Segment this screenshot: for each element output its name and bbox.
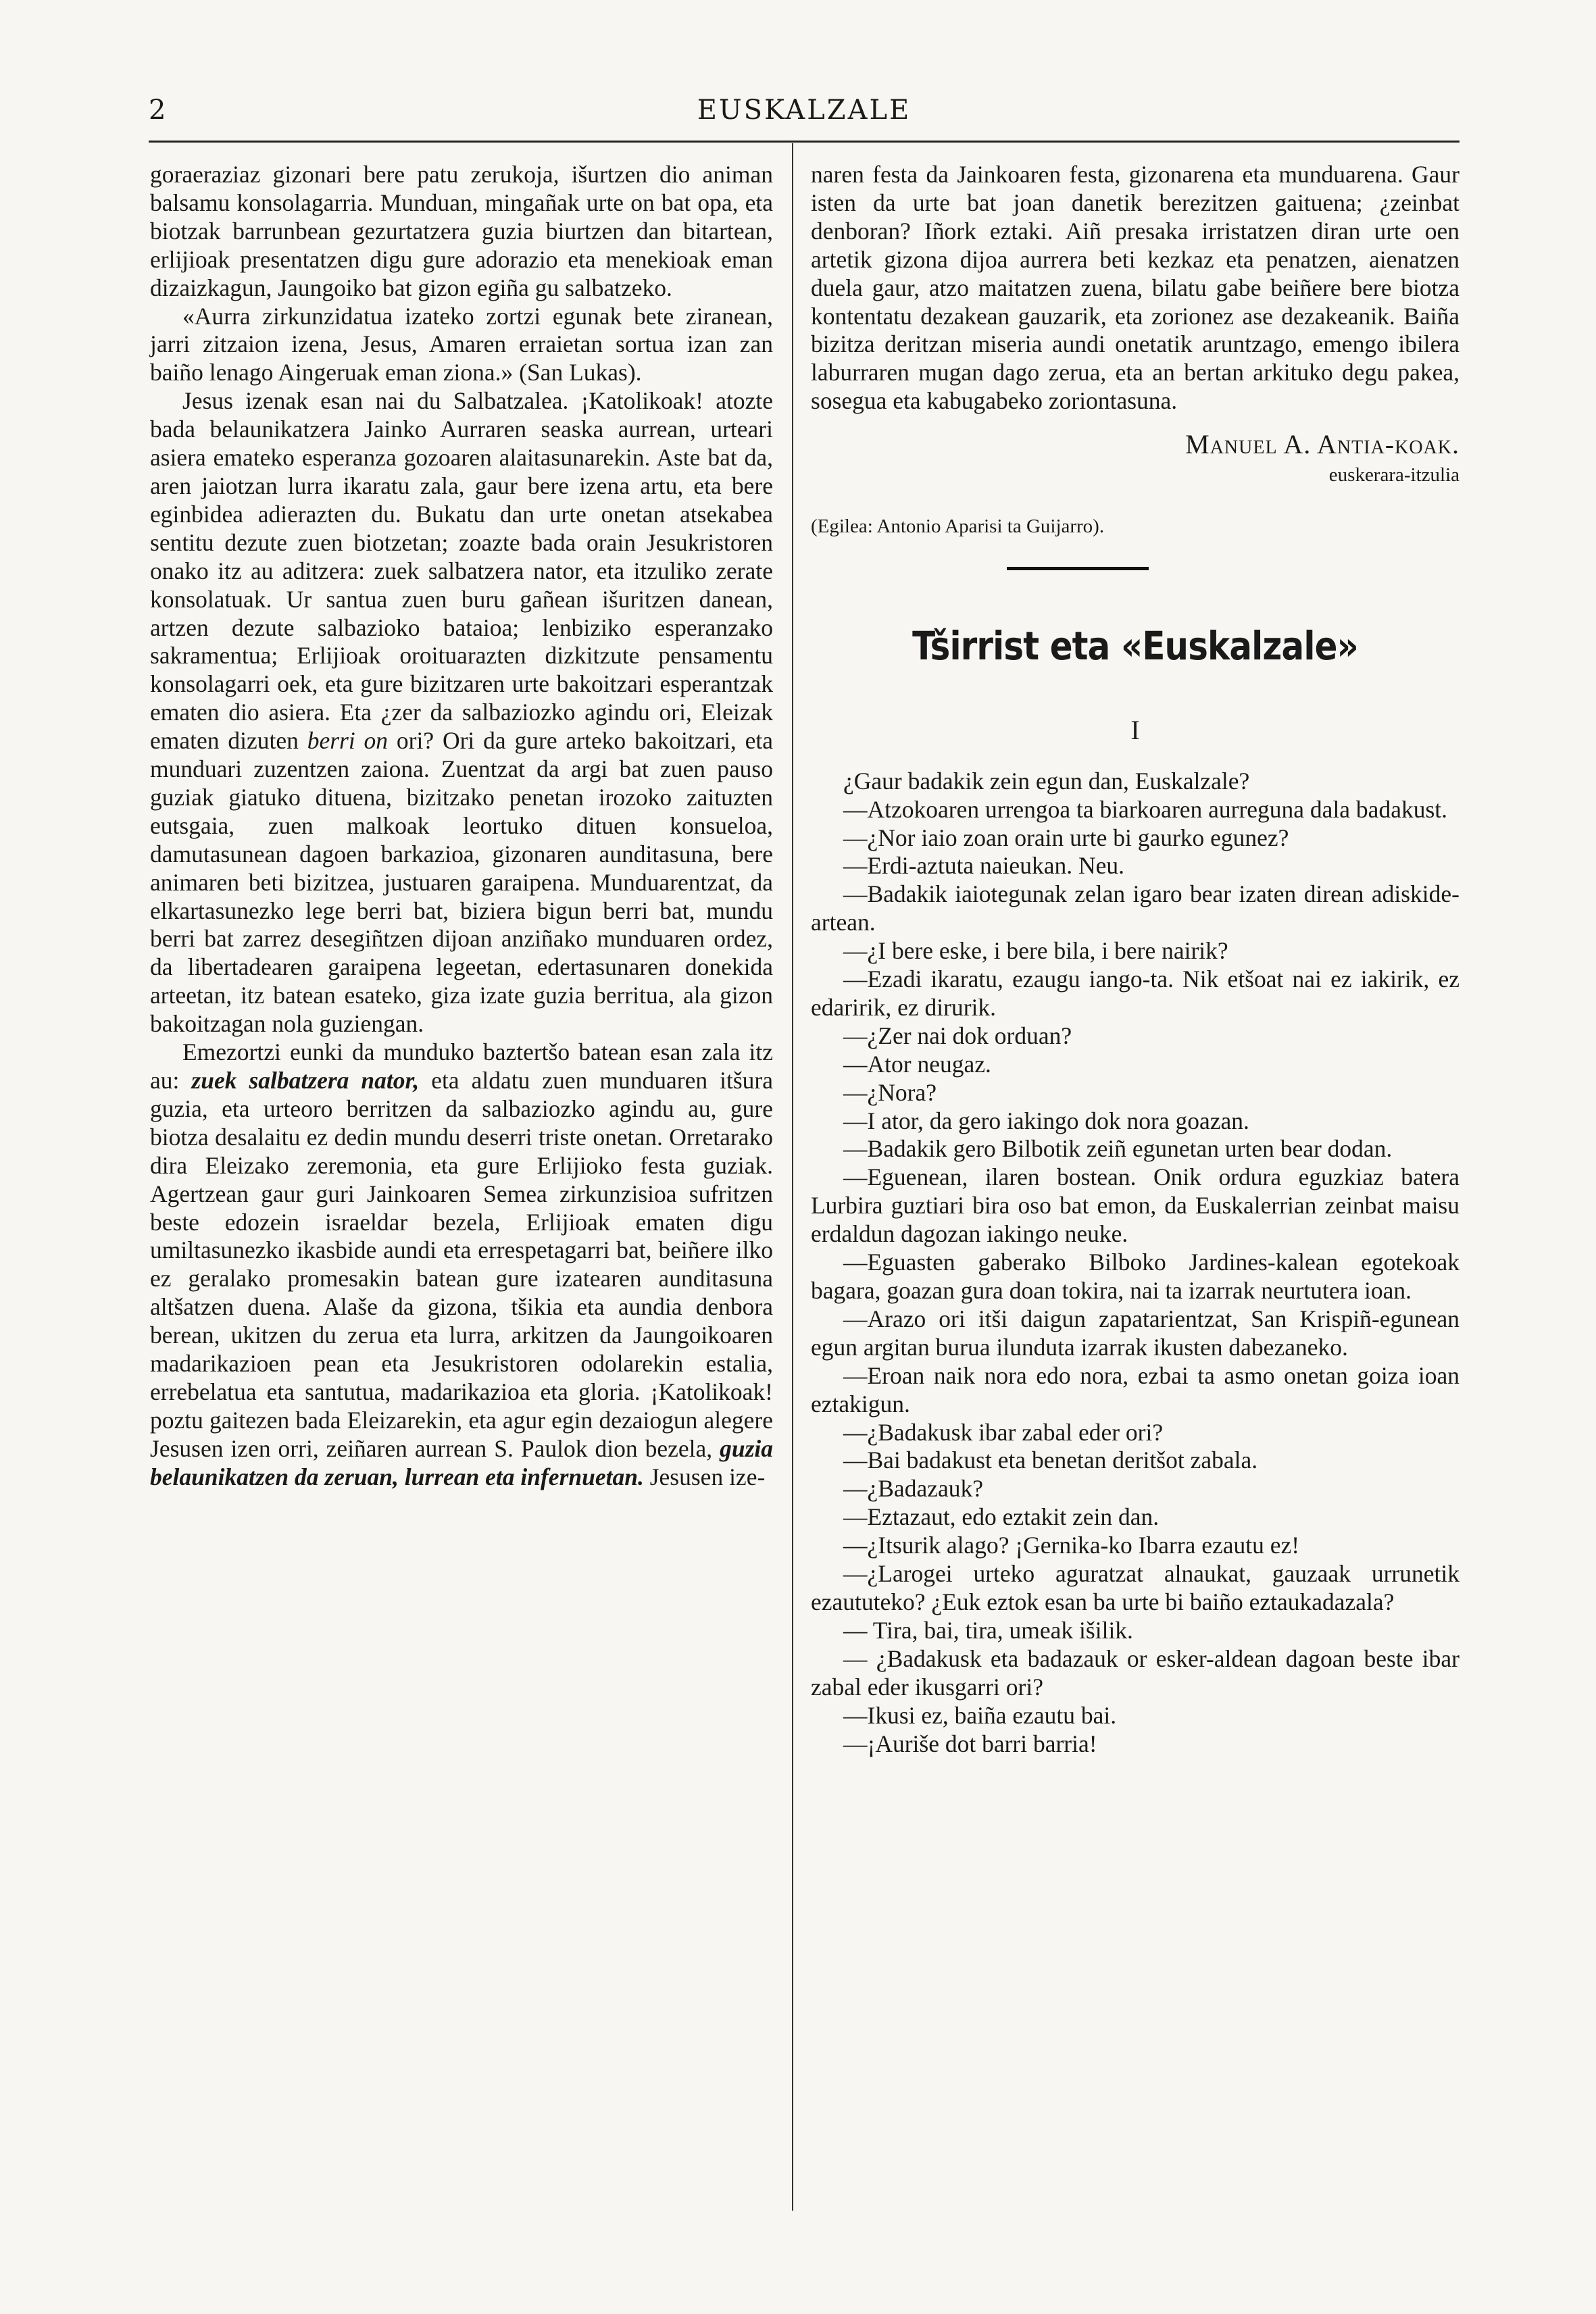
paragraph: naren festa da Jainkoaren festa, gizonarena eta munduarena. Gaur isten da urte bat joan danetik berezitzen gaituena; ¿zeinbat denboran? Iñork eztaki. Aiñ presaka irristatzen diran urte oen artetik gizona dijoa aurrera beti kezkaz eta penatzen, aienatzen duela gaur, atzo maitatzen zuena, bilatu gabe beiñere bere biotza kontentatu dezakean gauzarik, eta zorionez ase dezakeanik. Baiña bizitza deritzan miseria aundi onetatik aruntzago, emengo ibilera laburraren mugan dago zerua, eta an bertan arkituko degu pakea, sosegua eta kabugabeko zoriontasuna. (811, 161, 1460, 415)
dialog-line: —Badakik gero Bilbotik zeiñ egunetan urten bear dodan. (843, 1135, 1393, 1163)
dialog-line: —Ator neugaz. (843, 1050, 991, 1078)
dialog-line: —Eroan naik nora edo nora, ezbai ta asmo onetan goiza ioan eztakigun. (811, 1361, 1460, 1417)
section-number: I (1130, 714, 1140, 745)
dialog-line: —¿Nora? (843, 1078, 937, 1106)
dialog-line: — ¿Badakusk eta badazauk or esker-aldean dagoan beste ibar zabal eder ikusgarri ori? (811, 1644, 1460, 1701)
dialog (811, 768, 1460, 1759)
section-title: Tširrist eta «Euskalzale» (912, 622, 1358, 669)
dialog-line: —Atzokoaren urrengoa ta biarkoaren aurreguna dala badakust. (843, 795, 1448, 823)
page-number: 2 (149, 95, 166, 126)
text-run: Jesus izenak esan nai du Salbatzalea. ¡Katolikoak! atozte bada belaunikatzera Jainko Aurraren seaska aurrean, urteari asiera emateko esperanza gozoaren alaitasunarekin. Aste bat da, aren jaiotzan lurra ikaratu zala, gaur bere izena artu, eta bere eginbidea adierazten du. Bukatu dan urte onetan atsekabea sentitu dezute zuen biotzetan; zoazte bada orain Jesukristoren onako itz au aditzera: zuek salbatzera nator, eta itzuliko zerate konsolatuak. Ur santua zuen buru gañean išuritzen danean, artzen dezute salbazioko bataioa; lenbiziko esperanzako sakramentua; Erlijioak oroituarazten dizkitzute pensamentu konsolagarri oek, eta gure bizitzaren urte bakoitzari esperantzak ematen dio asiera. Eta ¿zer da salbaziozko agindu ori, Eleizak ematen dizuten (150, 387, 773, 755)
italic-phrase: berri on (307, 727, 389, 755)
dialog-line: —Eztazaut, edo eztakit zein dan. (843, 1503, 1159, 1531)
dialog-line: —¿Nor iaio zoan orain urte bi gaurko egunez? (843, 824, 1289, 851)
dialog-line: —¿I bere eske, i bere bila, i bere nairik? (843, 937, 1228, 965)
running-title: EUSKALZALE (697, 95, 912, 126)
left-column (150, 161, 773, 1492)
dialog-line: —Bai badakust eta benetan deritšot zabala. (843, 1447, 1258, 1474)
dialog-line: —¿Itsurik alago? ¡Gernika-ko Ibarra ezautu ez! (843, 1532, 1300, 1559)
dialog-line: —Arazo ori itši daigun zapatarientzat, San Krispiñ-egunean egun argitan burua ilunduta izarrak ikusten dabezaneko. (811, 1305, 1460, 1361)
italic-phrase: zuek salbatzera nator, (191, 1067, 420, 1094)
dialog-line: —¿Badazauk? (843, 1475, 983, 1503)
translator-note: euskerara-itzulia (1328, 464, 1460, 486)
right-column (811, 161, 1460, 1758)
dialog-line: —Erdi-aztuta naieukan. Neu. (843, 852, 1124, 880)
dialog-line: —¿Zer nai dok orduan? (843, 1022, 1072, 1049)
dialog-line: —¿Badakusk ibar zabal eder ori? (843, 1418, 1164, 1446)
paragraph: goraeraziaz gizonari bere patu zerukoja, išurtzen dio animan balsamu konsolagarria. Munduan, mingañak urte on bat opa, eta biotzak barrunbean gezurtatzera guzia biurtzen dan bitartean, erlijioak presentatzen digu gure adorazio eta menekioak eman dizaizkagun, Jaungoiko bat gizon egiña gu salbatzeko. (150, 161, 773, 301)
page-header (149, 95, 1460, 142)
dialog-line: —Eguenean, ilaren bostean. Onik ordura eguzkiaz batera Lurbira guztiari bira oso bat emon, da Euskalerrian zeinbat maisu erdaldun dagozan iakingo neuke. (811, 1163, 1460, 1248)
italic-phrase: guzia belaunikatzen da zeruan, lurrean eta infernuetan. (150, 1434, 774, 1490)
dialog-line: —¿Larogei urteko aguratzat alnaukat, gauzaak urrunetik ezaututeko? ¿Euk eztok esan ba urte bi baiño eztaukadazala? (811, 1560, 1460, 1615)
header-rule (149, 141, 1460, 143)
paragraph (150, 387, 773, 1038)
dialog-line: —Eguasten gaberako Bilboko Jardines-kalean egotekoak bagara, goazan gura doan tokira, nai ta izarrak neurtutera ioan. (811, 1249, 1460, 1304)
dialog-line: —Ikusi ez, baiña ezautu bai. (843, 1701, 1117, 1729)
author-signature: Manuel A. Antia-koak. (1185, 429, 1460, 460)
text-run: Jesusen ize- (649, 1463, 766, 1490)
dialog-line: —I ator, da gero iakingo dok nora goazan. (843, 1107, 1249, 1134)
dialog-line: —Ezadi ikaratu, ezaugu iango-ta. Nik etšoat nai ez iakirik, ez edaririk, ez dirurik. (811, 965, 1460, 1021)
dialog-line: —Badakik iaiotegunak zelan igaro bear izaten direan adiskide-artean. (811, 880, 1460, 936)
dialog-line: — Tira, bai, tira, umeak išilik. (843, 1616, 1133, 1644)
dialog-line: ¿Gaur badakik zein egun dan, Euskalzale? (843, 767, 1250, 795)
paragraph-quote-san-lukas: «Aurra zirkunzidatua izateko zortzi egunak bete ziranean, jarri zitzaion izena, Jesus, Amaren erraietan sortua izan zan baiño lenago Aingeruak eman ziona.» (San Lukas). (150, 302, 773, 386)
section-separator (1007, 567, 1149, 570)
source-credit: (Egilea: Antonio Aparisi ta Guijarro). (811, 515, 1105, 537)
text-run: eta aldatu zuen munduaren itšura guzia, eta urteoro berritzen da salbaziozko agindu au, gure biotza desalaitu ez dedin mundu deserri triste onetan. Orretarako dira Eleizako zeremonia, eta gure Erlijioko festa guziak. Agertzean gaur guri Jainkoaren Semea zirkunzisioa sufritzen beste edozein israeldar bezela, Erlijioak ematen digu umiltasunezko ikasbide aundi eta errespetagarri bat, beiñere ilko ez geralako promesakin batean gure izatearen aunditasuna altšatzen duena. Alaše da gizona, tšikia eta aundia denbora berean, ukitzen du zerua eta lurra, arkitzen da Jaungoikoaren madarikazioen pean eta Jesukristoren odolarekin estalia, errebelatua eta santutua, madarikazioa eta gloria. ¡Katolikoak! poztu gaitezen bada Eleizarekin, eta agur egin dezaiogun alegere Jesusen izen orri, zeiñaren aurrean S. Paulok dion bezela, (150, 1067, 774, 1462)
text-run: Emezortzi eunki da munduko baztertšo batean esan zala itz au: (150, 1038, 773, 1094)
text-run: ori? Ori da gure arteko bakoitzari, eta munduari zuzentzen zaiona. Zuentzat da argi bat zuen pauso guziak giatuko dituena, bizitzako penetan irozoko zaituzten eutsgaia, zuen malkoak leortuko dituen konsueloa, damutasunean dagoen barkazioa, gizonaren aunditasuna, bere animaren beti bizitzea, justuaren garaipena. Munduarentzat, da elkartasunezko lege berri bat, biziera bigun berri bat, mundu berri bat zarrez desegiñtzen dijoan anziñako munduaren ordez, da libertadearen garaipena legeetan, edertasunaren donekida arteetan, itz batean esateko, giza izate guzia berritua, ala gizon bakoitzagan nola guziengan. (150, 727, 774, 1038)
dialog-line: —¡Auriše dot barri barria! (843, 1730, 1097, 1757)
column-divider (792, 143, 793, 2211)
paragraph (150, 1038, 773, 1492)
